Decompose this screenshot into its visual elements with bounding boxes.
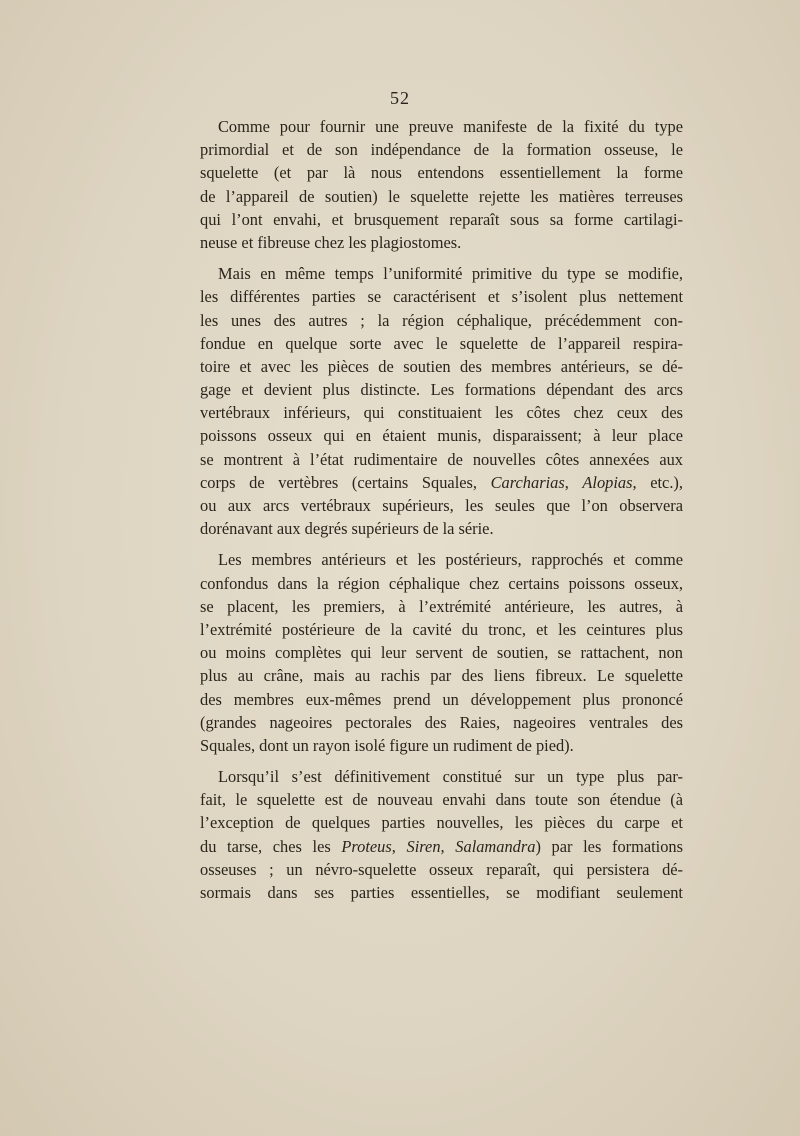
text-line: les différentes parties se caractérisent et s’isolent plus nettement bbox=[200, 287, 683, 307]
text-line: de l’appareil de soutien) le squelette rejette les matières terreuses bbox=[200, 186, 683, 206]
paragraph bbox=[200, 262, 683, 540]
text-line: se placent, les premiers, à l’extrémité antérieure, les autres, à bbox=[200, 596, 683, 616]
text-line: osseuses ; un névro-squelette osseux reparaît, qui persistera dé- bbox=[200, 859, 683, 879]
text-line: plus au crâne, mais au rachis par des liens fibreux. Le squelette bbox=[200, 666, 683, 686]
text-line: squelette (et par là nous entendons essentiellement la forme bbox=[200, 163, 683, 183]
text-line: neuse et fibreuse chez les plagiostomes. bbox=[200, 232, 462, 252]
text-line: primordial et de son indépendance de la formation osseuse, le bbox=[200, 140, 683, 160]
text-line: Lorsqu’il s’est définitivement constitué sur un type plus par- bbox=[218, 767, 683, 787]
text-line: des membres eux-mêmes prend un développement plus prononcé bbox=[200, 689, 683, 709]
text-line: Mais en même temps l’uniformité primitive du type se modifie, bbox=[218, 264, 683, 284]
text-line: ou aux arcs vertébraux supérieurs, les seules que l’on observera bbox=[200, 496, 683, 515]
text-line: Squales, dont un rayon isolé figure un rudiment de pied). bbox=[200, 735, 574, 755]
text-line: poissons osseux qui en étaient munis, disparaissent; à leur place bbox=[200, 426, 683, 446]
text-line: Les membres antérieurs et les postérieurs, rapprochés et comme bbox=[218, 550, 683, 570]
text-line: toire et avec les pièces de soutien des membres antérieurs, se dé- bbox=[200, 356, 683, 376]
text-line: du tarse, ches les Proteus, Siren, Salamandra) par les formations bbox=[200, 836, 684, 856]
text-line: (grandes nageoires pectorales des Raies, nageoires ventrales des bbox=[200, 712, 683, 732]
text-line: dorénavant aux degrés supérieurs de la série. bbox=[200, 519, 494, 539]
text-line: Comme pour fournir une preuve manifeste de la fixité du type bbox=[218, 117, 683, 136]
text-line: l’exception de quelques parties nouvelles, les pièces du carpe et bbox=[200, 813, 683, 833]
text-line: corps de vertèbres (certains Squales, Carcharias, Alopias, etc.), bbox=[200, 472, 683, 492]
text-line: se montrent à l’état rudimentaire de nouvelles côtes annexées aux bbox=[200, 449, 683, 469]
text-line: qui l’ont envahi, et brusquement reparaît sous sa forme cartilagi- bbox=[200, 209, 683, 229]
italic-taxon: Salamandra bbox=[455, 836, 536, 856]
text-line: fait, le squelette est de nouveau envahi dans toute son étendue (à bbox=[200, 790, 683, 810]
text-line: l’extrémité postérieure de la cavité du tronc, et les ceintures plus bbox=[200, 619, 683, 639]
text-line: gage et devient plus distincte. Les formations dépendant des arcs bbox=[200, 380, 683, 400]
paragraph bbox=[200, 548, 683, 757]
text-line: fondue en quelque sorte avec le squelette de l’appareil respira- bbox=[200, 333, 683, 353]
body-text bbox=[200, 115, 683, 912]
text-line: ou moins complètes qui leur servent de soutien, se rattachent, non bbox=[200, 643, 683, 663]
paragraph bbox=[200, 765, 683, 904]
italic-taxon: Siren bbox=[406, 836, 441, 856]
text-line: confondus dans la région céphalique chez certains poissons osseux, bbox=[200, 573, 683, 593]
paragraph bbox=[200, 115, 683, 254]
italic-taxon: Carcharias bbox=[490, 472, 565, 492]
italic-taxon: Proteus bbox=[341, 836, 392, 856]
text-line: vertébraux inférieurs, qui constituaient les côtes chez ceux des bbox=[200, 403, 683, 423]
italic-taxon: Alopias bbox=[582, 472, 633, 492]
text-line: sormais dans ses parties essentielles, se modifiant seulement bbox=[200, 883, 683, 902]
page-number: 52 bbox=[390, 88, 410, 108]
text-line: les unes des autres ; la région céphalique, précédemment con- bbox=[200, 310, 683, 330]
